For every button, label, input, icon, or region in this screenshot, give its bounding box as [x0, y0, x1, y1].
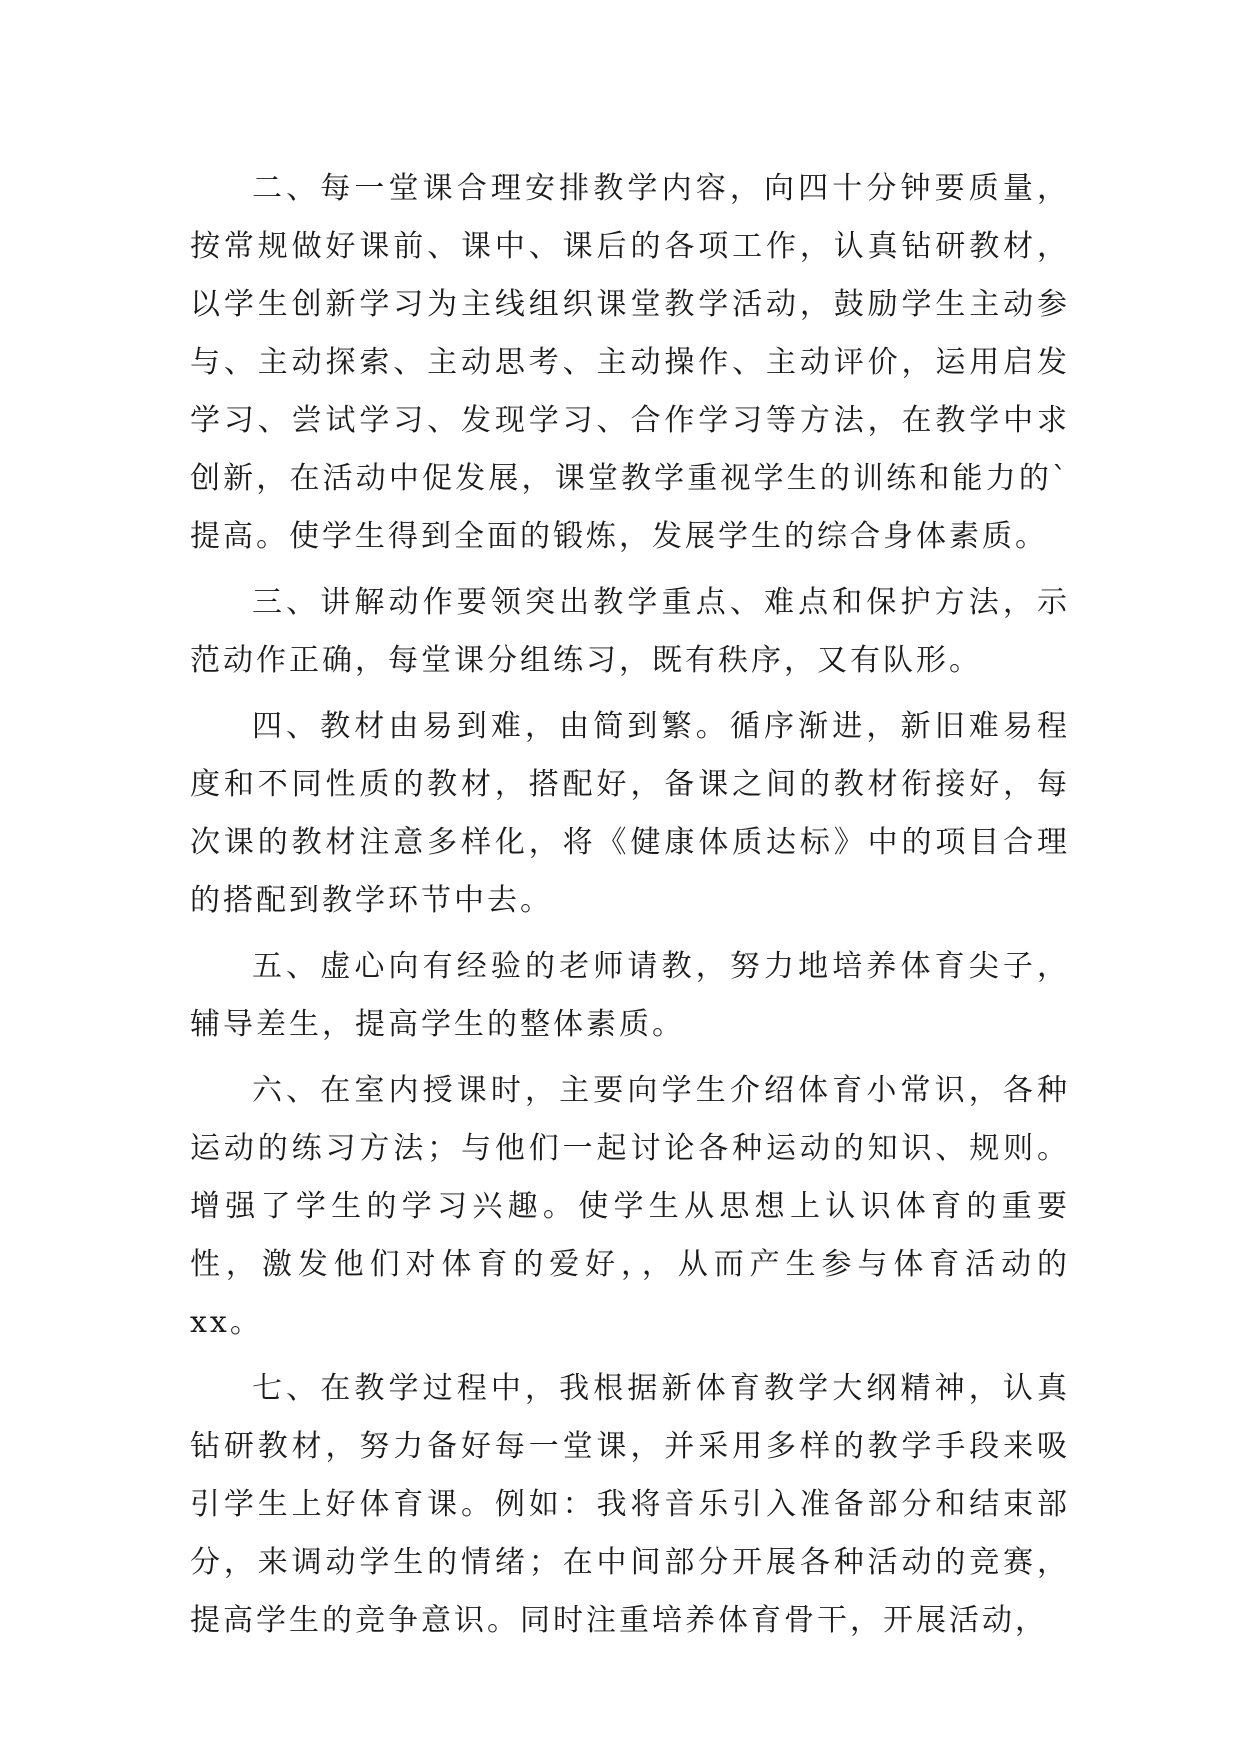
paragraph-4: 四、教材由易到难，由简到繁。循序渐进，新旧难易程度和不同性质的教材，搭配好，备课之间的教材衔接好，每次课的教材注意多样化，将《健康体质达标》中的项目合理的搭配到教学环节中去。: [190, 709, 1070, 918]
paragraph-3: 三、讲解动作要领突出教学重点、难点和保护方法，示范动作正确，每堂课分组练习，既有秩序，又有队形。: [190, 585, 1070, 678]
paragraph-5: 五、虚心向有经验的老师请教，努力地培养体育尖子，辅导差生，提高学生的整体素质。: [190, 949, 1070, 1042]
paragraph-6: 六、在室内授课时，主要向学生介绍体育小常识，各种运动的练习方法；与他们一起讨论各种运动的知识、规则。增强了学生的学习兴趣。使学生从思想上认识体育的重要性，激发他们对体育的爱好，，从而产生参与体育活动的xx。: [190, 1073, 1070, 1340]
document-body: [190, 160, 1070, 1658]
paragraph-7: 七、在教学过程中，我根据新体育教学大纲精神，认真钻研教材，努力备好每一堂课，并采用多样的教学手段来吸引学生上好体育课。例如：我将音乐引入准备部分和结束部分，来调动学生的情绪；在中间部分开展各种活动的竞赛，提高学生的竞争意识。同时注重培养体育骨干，开展活动，: [190, 1371, 1070, 1638]
paragraph-2: 二、每一堂课合理安排教学内容，向四十分钟要质量，按常规做好课前、课中、课后的各项工作，认真钻研教材，以学生创新学习为主线组织课堂教学活动，鼓励学生主动参与、主动探索、主动思考、主动操作、主动评价，运用启发学习、尝试学习、发现学习、合作学习等方法，在教学中求创新，在活动中促发展，课堂教学重视学生的训练和能力的`提高。使学生得到全面的锻炼，发展学生的综合身体素质。: [190, 171, 1070, 554]
